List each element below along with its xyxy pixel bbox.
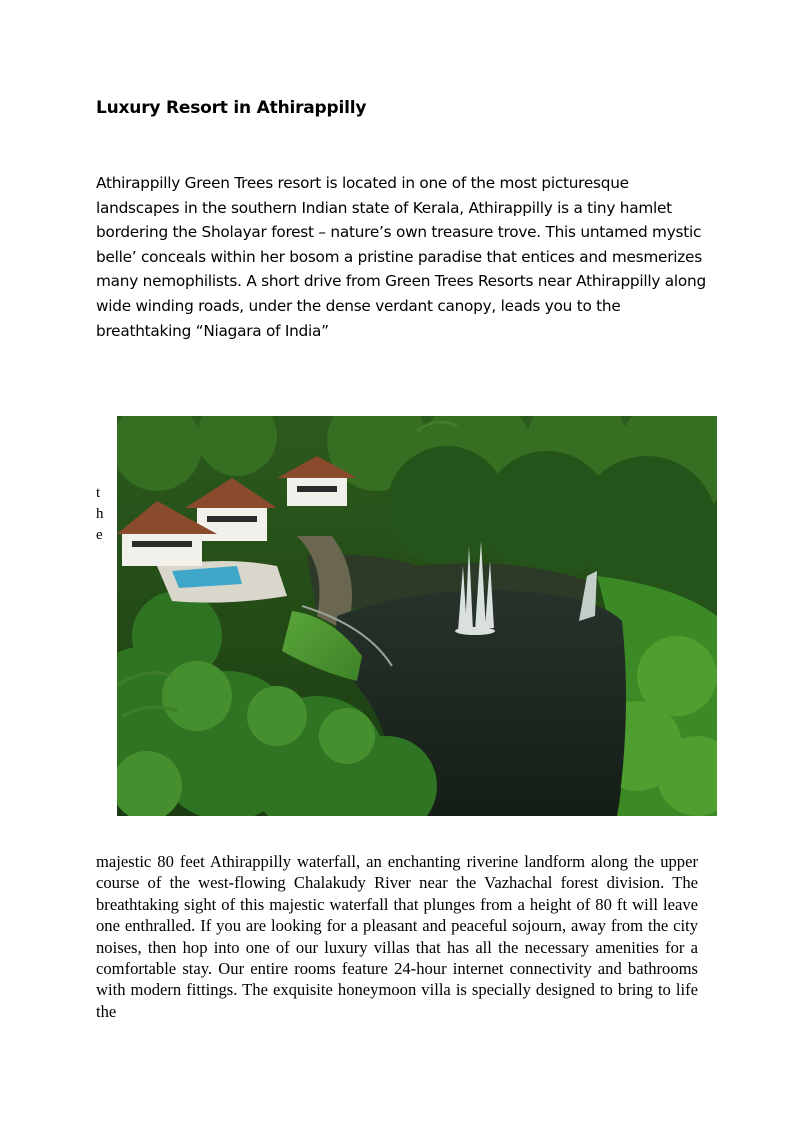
wrapped-letter: t xyxy=(96,485,101,501)
wrapped-letter: e xyxy=(96,527,103,543)
intro-paragraph: Athirappilly Green Trees resort is located in one of the most picturesque landscapes in the southern Indian state of Kerala, Athirappilly is a tiny hamlet bordering the Sholayar forest – nature’s own treasure trove. This untamed mystic belle’ conceals within her bosom a pristine paradise that entices and mesmerizes many nemophilists. A short drive from Green Trees Resorts near Athirappilly along wide winding roads, under the dense verdant canopy, leads you to the breathtaking “Niagara of India” xyxy=(96,174,706,340)
body-paragraph: majestic 80 feet Athirappilly waterfall, an enchanting riverine landform along the upper course of the west-flowing Chalakudy River near the Vazhachal forest division. The breathtaking sight of this majestic waterfall that plunges from a height of 80 ft will leave one enthralled. If you are looking for a pleasant and peaceful sojourn, away from the city noises, then hop into one of our luxury villas that has all the necessary amenities for a comfortable stay. Our entire rooms feature 24-hour internet connectivity and bathrooms with modern fittings. The exquisite honeymoon villa is specially designed to bring to life the xyxy=(96,852,698,1021)
photo-illustration xyxy=(117,416,717,816)
wrapped-letter: h xyxy=(96,506,104,522)
resort-waterfall-photo xyxy=(117,416,717,816)
wrapped-word xyxy=(96,483,106,546)
page-title: Luxury Resort in Athirappilly xyxy=(96,98,367,118)
